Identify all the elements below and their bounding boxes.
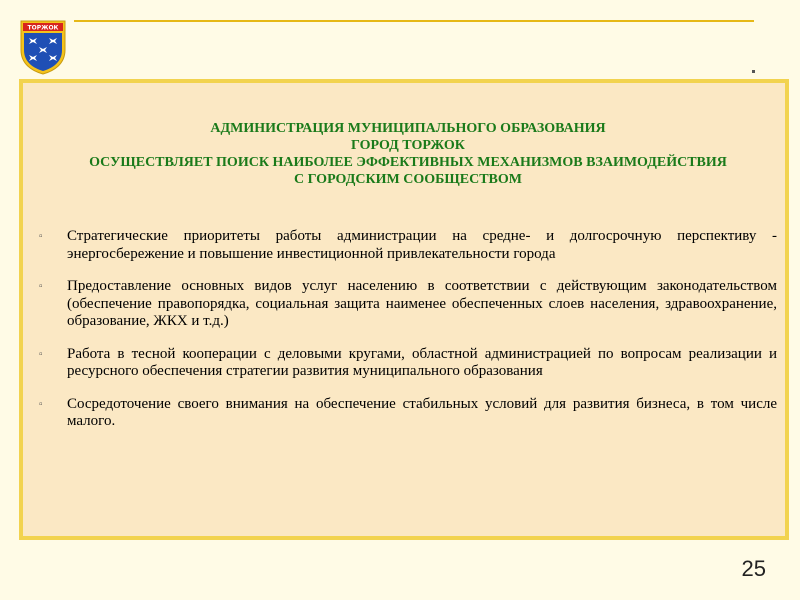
- bullet-text: Работа в тесной кооперации с деловыми кругами, областной администрацией по вопросам реализации и ресурсного обеспечения стратегии развития муниципального образования: [67, 345, 777, 379]
- list-item: [37, 278, 777, 331]
- bullet-text: Сосредоточение своего внимания на обеспечение стабильных условий для развития бизнеса, в том числе малого.: [67, 395, 777, 429]
- list-item: [37, 396, 777, 431]
- top-rule: [74, 20, 754, 22]
- list-item: [37, 346, 777, 381]
- list-item: [37, 228, 777, 263]
- bullet-list: [37, 228, 777, 446]
- content-panel: [19, 79, 789, 540]
- heading-line-3: ОСУЩЕСТВЛЯЕТ ПОИСК НАИБОЛЕЕ ЭФФЕКТИВНЫХ МЕХАНИЗМОВ ВЗАИМОДЕЙСТВИЯ: [89, 155, 727, 170]
- bullet-icon: ▫: [39, 348, 43, 360]
- heading-line-1: АДМИНИСТРАЦИЯ МУНИЦИПАЛЬНОГО ОБРАЗОВАНИЯ: [210, 121, 606, 136]
- slide-heading: [47, 120, 769, 188]
- crest-label: ТОРЖОК: [27, 24, 59, 32]
- decorative-dot: [752, 70, 755, 73]
- heading-line-2: ГОРОД ТОРЖОК: [351, 138, 465, 153]
- bullet-icon: ▫: [39, 398, 43, 410]
- bullet-icon: ▫: [39, 281, 43, 292]
- bullet-icon: ▫: [39, 231, 43, 242]
- bullet-text: Стратегические приоритеты работы администрации на средне- и долгосрочную перспективу - энергосбережение и повышение инвестиционной привлекательности города: [67, 228, 777, 262]
- crest-icon: [18, 18, 68, 76]
- bullet-text: Предоставление основных видов услуг населению в соответствии с действующим законодательством (обеспечение правопорядка, социальная защита наименее обеспеченных слоев населения, здравоохранение, образование, ЖКХ и т.д.): [67, 278, 777, 329]
- page-number: 25: [741, 556, 766, 581]
- heading-line-4: С ГОРОДСКИМ СООБЩЕСТВОМ: [294, 172, 522, 187]
